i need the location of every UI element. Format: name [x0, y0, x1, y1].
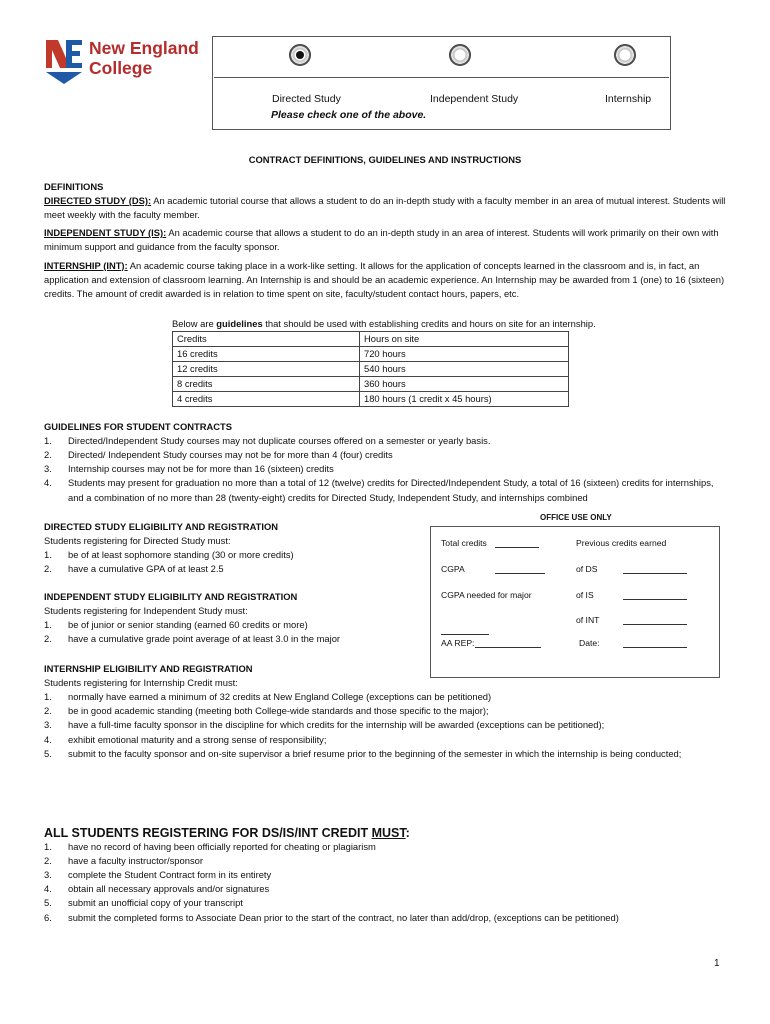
- is-eligibility-intro: Students registering for Independent Study must:: [44, 605, 248, 617]
- section-title: CONTRACT DEFINITIONS, GUIDELINES AND INSTRUCTIONS: [248, 154, 522, 165]
- list-item: 3. have a full-time faculty sponsor in the discipline for which credits for the internship will be awarded (exceptions can be petitioned);: [44, 719, 605, 731]
- logo-line-1: New England: [89, 38, 199, 58]
- date-label: Date:: [579, 638, 600, 648]
- table-cell: 540 hours: [360, 362, 569, 377]
- student-guidelines-list: [44, 434, 730, 505]
- table-cell: 4 credits: [173, 392, 360, 407]
- student-guidelines-section: [44, 420, 730, 505]
- table-header-cell: Hours on site: [360, 332, 569, 347]
- list-item: 2. have a faculty instructor/sponsor: [44, 855, 203, 867]
- list-item: 2. have a cumulative GPA of at least 2.5: [44, 563, 224, 575]
- all-students-list: [44, 840, 730, 925]
- list-item: 4. exhibit emotional maturity and a strong sense of responsibility;: [44, 733, 327, 745]
- page-number: 1: [714, 958, 720, 969]
- list-item: 2. be in good academic standing (meeting both College-wide standards and those specific to the major);: [44, 705, 489, 717]
- check-instruction: Please check one of the above.: [271, 109, 427, 121]
- ds-term: DIRECTED STUDY (DS):: [44, 195, 152, 207]
- table-cell: 16 credits: [173, 347, 360, 362]
- is-eligibility-section: [44, 590, 424, 646]
- directed-study-radio[interactable]: [289, 44, 311, 66]
- office-use-box: [430, 526, 720, 678]
- is-term: INDEPENDENT STUDY (IS):: [44, 227, 167, 239]
- aa-rep-field[interactable]: [475, 647, 541, 648]
- intro-bold: guidelines: [216, 318, 263, 329]
- internship-radio[interactable]: [614, 44, 636, 66]
- logo-line-2: College: [89, 58, 153, 78]
- ds-eligibility-section: [44, 520, 414, 576]
- ne-monogram-icon: [44, 38, 84, 86]
- intro-after: that should be used with establishing credits and hours on site for an internship.: [262, 318, 596, 329]
- logo-wordmark: [89, 38, 199, 78]
- list-item: 6. submit the completed forms to Associate Dean prior to the start of the contract, no later than add/drop, (exceptions can be petitioned): [44, 911, 619, 923]
- list-item: 1. be of at least sophomore standing (30 or more credits): [44, 549, 294, 561]
- list-item: 2. Directed/ Independent Study courses may not be for more than 4 (four) credits: [44, 449, 393, 461]
- table-header-cell: Credits: [173, 332, 360, 347]
- guidelines-intro: [172, 317, 596, 331]
- college-logo: [44, 38, 214, 86]
- definitions-section: [44, 180, 730, 301]
- is-eligibility-heading: INDEPENDENT STUDY ELIGIBILITY AND REGISTRATION: [44, 591, 298, 602]
- total-credits-label: Total credits: [441, 538, 487, 548]
- office-use-title: OFFICE USE ONLY: [540, 513, 612, 522]
- ds-text: An academic tutorial course that allows a student to do an in-depth study with a faculty member in an area of mutual interest. Students will meet weekly with the faculty member.: [44, 195, 726, 221]
- table-cell: 720 hours: [360, 347, 569, 362]
- choice-divider: [214, 77, 669, 78]
- is-eligibility-list: [44, 618, 424, 646]
- of-ds-label: of DS: [576, 564, 598, 574]
- table-row: [173, 362, 569, 377]
- int-eligibility-heading: INTERNSHIP ELIGIBILITY AND REGISTRATION: [44, 663, 253, 674]
- list-item: 4. Students may present for graduation no more than a total of 12 (twelve) credits for Directed/Independent Study, a total of 16 (sixteen) credits for internships, and a combination of no more than 28 (twenty-eight) credits for Directed Study, Independent Study, and internships combined: [44, 477, 714, 503]
- program-choice-box: [212, 36, 671, 130]
- of-int-label: of INT: [576, 615, 600, 625]
- directed-study-label: Directed Study: [272, 93, 341, 105]
- table-cell: 8 credits: [173, 377, 360, 392]
- of-ds-field[interactable]: [623, 573, 687, 574]
- credits-hours-table: [172, 331, 569, 407]
- int-eligibility-list: [44, 690, 730, 761]
- ds-eligibility-list: [44, 548, 414, 576]
- list-item: 1. Directed/Independent Study courses may not duplicate courses offered on a semester or yearly basis.: [44, 435, 491, 447]
- ds-definition: [44, 194, 730, 222]
- all-students-section: [44, 840, 730, 925]
- definitions-heading: DEFINITIONS: [44, 181, 104, 192]
- internship-label: Internship: [605, 93, 652, 105]
- list-item: 4. obtain all necessary approvals and/or signatures: [44, 883, 270, 895]
- cgpa-field[interactable]: [495, 573, 545, 574]
- total-credits-field[interactable]: [495, 547, 539, 548]
- is-definition: [44, 226, 730, 254]
- list-item: 1. have no record of having been officially reported for cheating or plagiarism: [44, 841, 376, 852]
- int-eligibility-intro: Students registering for Internship Credit must:: [44, 677, 238, 689]
- previous-credits-label: Previous credits earned: [576, 538, 667, 548]
- table-row: [173, 392, 569, 407]
- table-cell: 360 hours: [360, 377, 569, 392]
- aa-rep-overline: [441, 634, 489, 635]
- independent-study-radio[interactable]: [449, 44, 471, 66]
- of-is-label: of IS: [576, 590, 594, 600]
- of-is-field[interactable]: [623, 599, 687, 600]
- list-item: 2. have a cumulative grade point average of at least 3.0 in the major: [44, 633, 341, 645]
- is-text: An academic course that allows a student to do an in-depth study in an area of interest. Students will work primarily on their own with minimum support and guidance from the faculty sponsor.: [44, 227, 719, 253]
- all-students-heading: ALL STUDENTS REGISTERING FOR DS/IS/INT CREDIT MUST:: [44, 826, 410, 840]
- table-header-row: [173, 332, 569, 347]
- table-cell: 12 credits: [173, 362, 360, 377]
- int-definition: [44, 259, 730, 301]
- list-item: 3. Internship courses may not be for more than 16 (sixteen) credits: [44, 463, 334, 475]
- date-field[interactable]: [623, 647, 687, 648]
- list-item: 5. submit to the faculty sponsor and on-site supervisor a brief resume prior to the beginning of the semester in which the internship is being conducted;: [44, 747, 682, 759]
- table-cell: 180 hours (1 credit x 45 hours): [360, 392, 569, 407]
- cgpa-label: CGPA: [441, 564, 465, 574]
- int-text: An academic course taking place in a work-like setting. It allows for the application of concepts learned in the classroom and is, in fact, an application and extension of classroom learning. An Internship is and should be an academic experience. An Internship may be awarded from 1 (one) to 16 (sixteen) credits. The amount of credit awarded is in relation to time spent on site, faculty/student contact hours, papers, etc.: [44, 259, 725, 299]
- table-row: [173, 347, 569, 362]
- int-term: INTERNSHIP (INT):: [44, 259, 128, 271]
- list-item: 1. normally have earned a minimum of 32 credits at New England College (exceptions can be petitioned): [44, 691, 492, 703]
- list-item: 1. be of junior or senior standing (earned 60 credits or more): [44, 619, 308, 631]
- int-eligibility-section: [44, 662, 730, 761]
- list-item: 3. complete the Student Contract form in its entirety: [44, 869, 272, 881]
- credit-guidelines: [172, 317, 596, 407]
- ds-eligibility-intro: Students registering for Directed Study must:: [44, 535, 231, 547]
- independent-study-label: Independent Study: [430, 93, 519, 105]
- ds-eligibility-heading: DIRECTED STUDY ELIGIBILITY AND REGISTRATION: [44, 521, 279, 532]
- aa-rep-label: AA REP:: [441, 638, 475, 648]
- of-int-field[interactable]: [623, 624, 687, 625]
- table-row: [173, 377, 569, 392]
- intro-before: Below are: [172, 318, 217, 329]
- cgpa-major-label: CGPA needed for major: [441, 590, 532, 600]
- student-guidelines-heading: GUIDELINES FOR STUDENT CONTRACTS: [44, 421, 233, 432]
- list-item: 5. submit an unofficial copy of your transcript: [44, 897, 243, 909]
